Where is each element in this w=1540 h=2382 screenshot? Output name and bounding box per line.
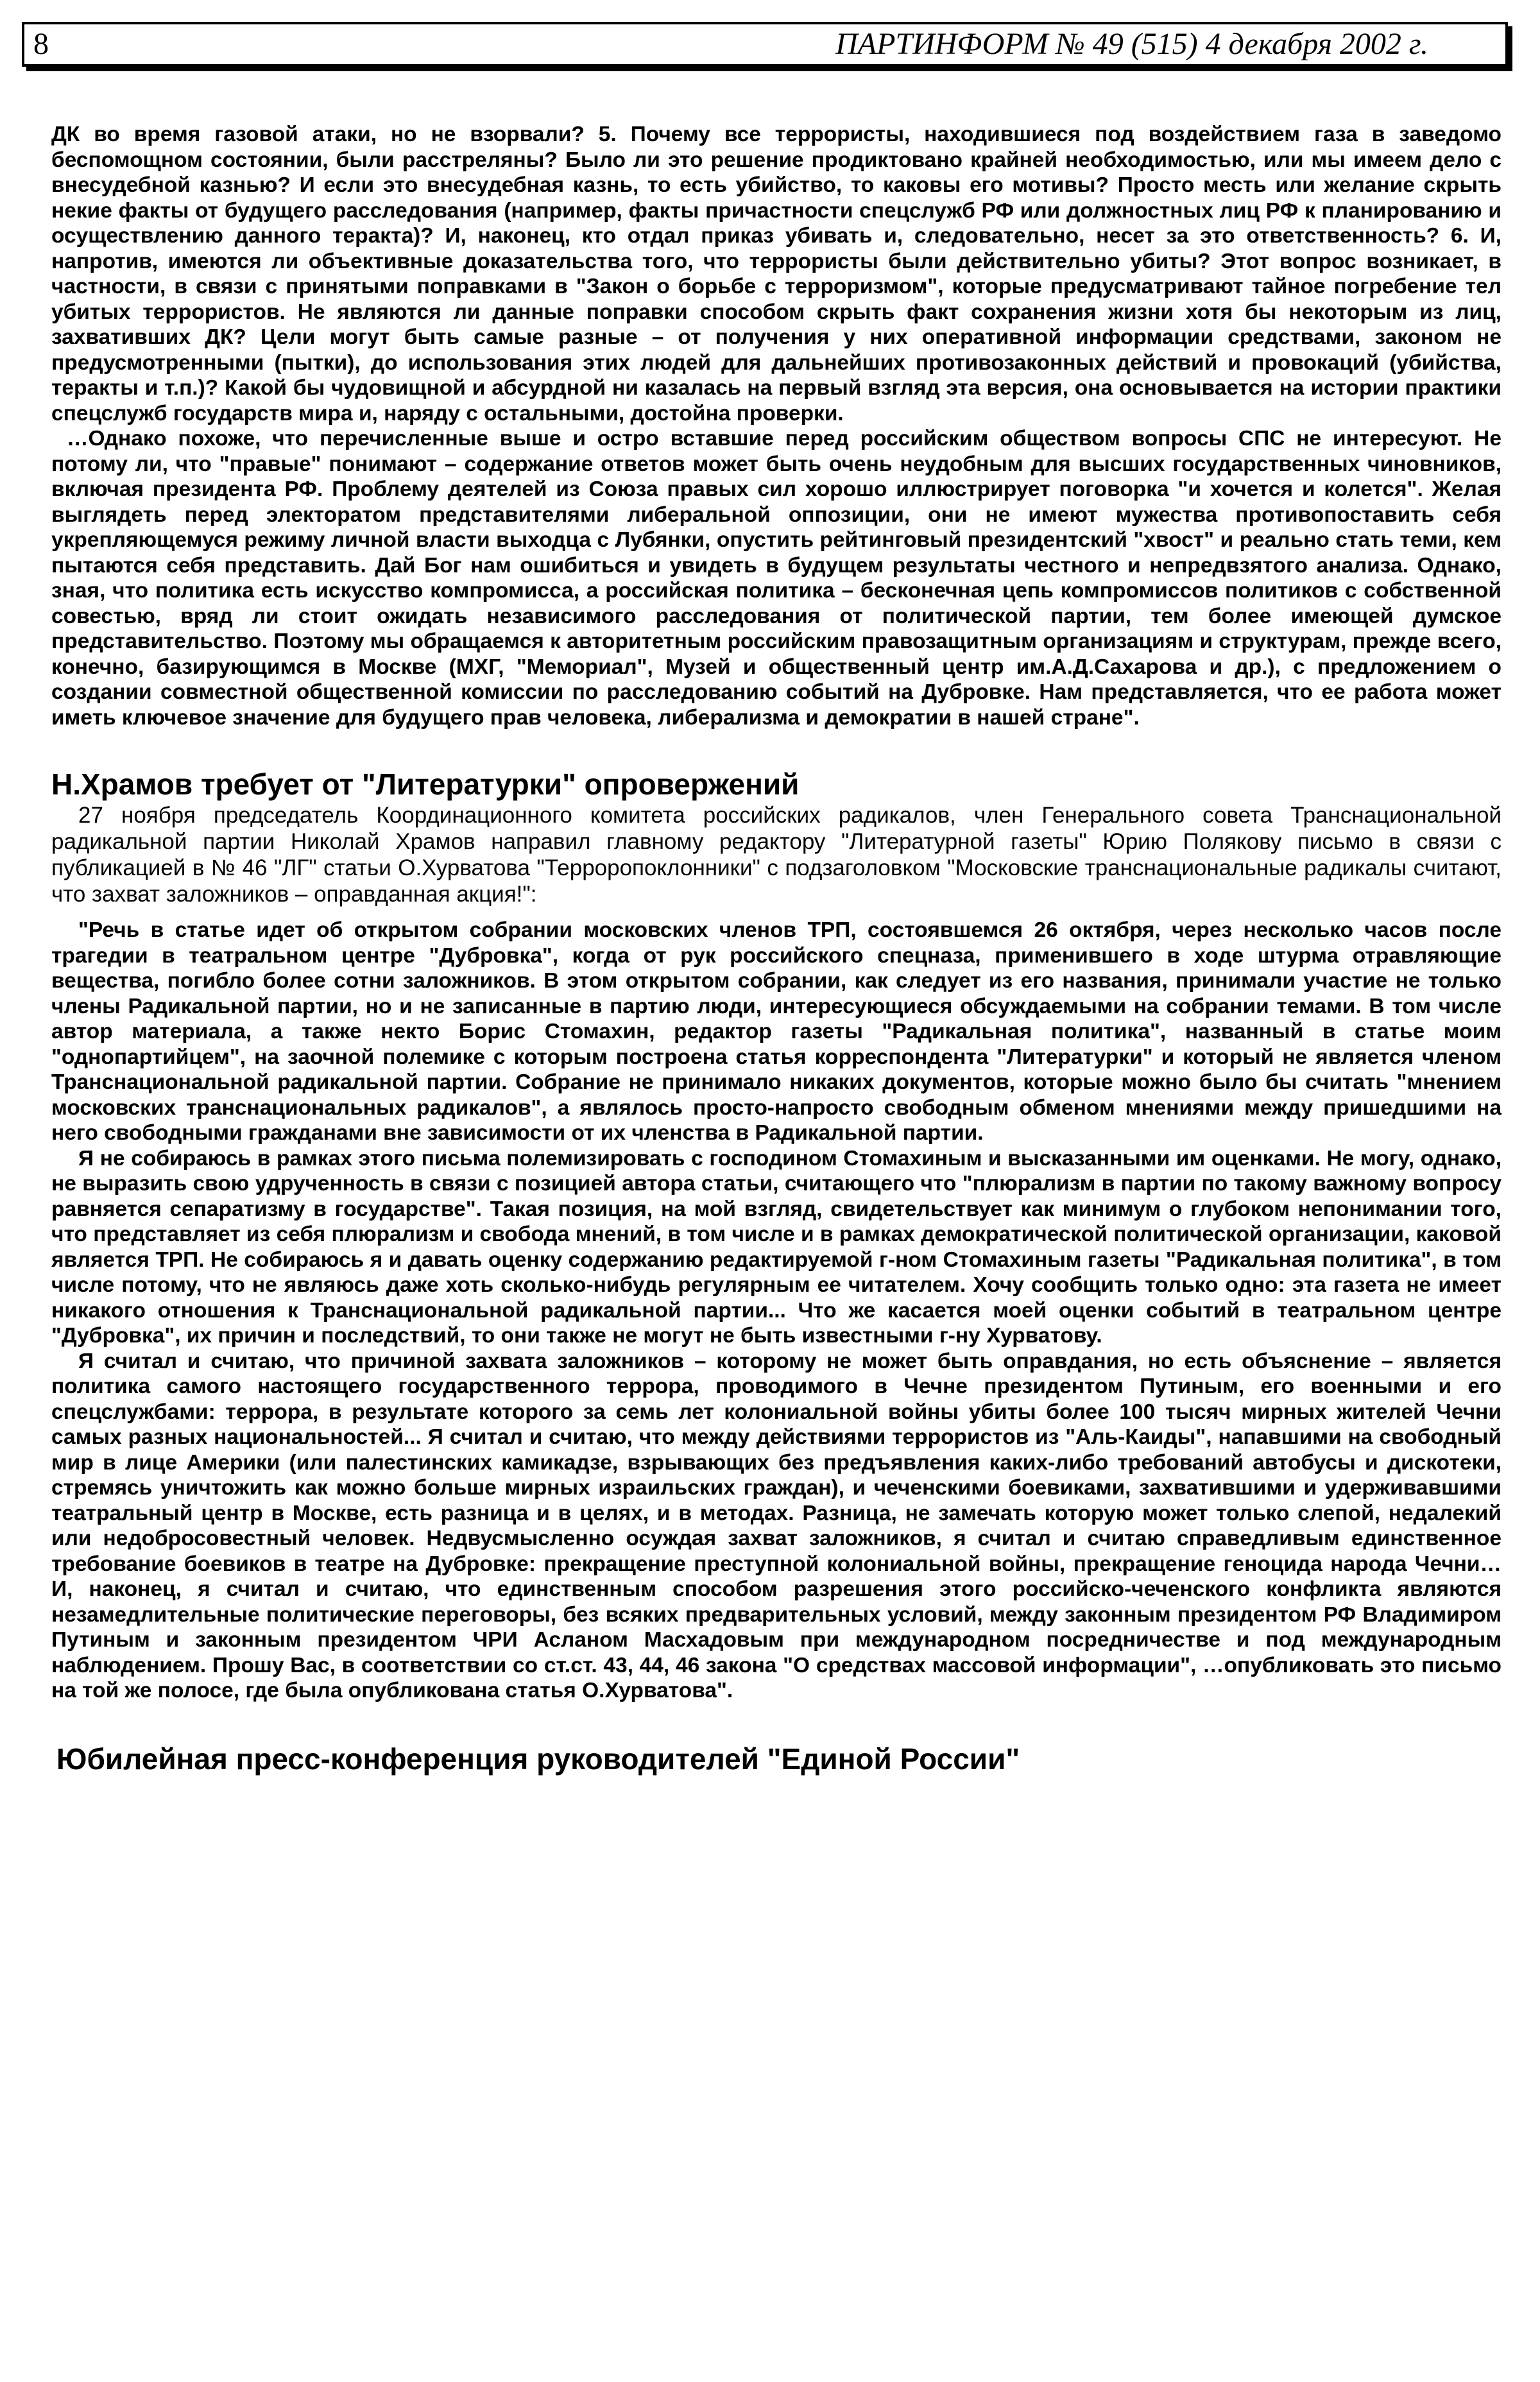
article1-paragraph-2: …Однако похоже, что перечисленные выше и остро вставшие перед российским обществом вопросы СПС не интересуют. Не потому ли, что "правые" понимают – содержание ответов может быть очень неудобным для высших государственных чиновников, включая президента РФ. Проблему деятелей из Союза правых сил хорошо иллюстрирует поговорка "и хочется и колется". Желая выглядеть перед электоратом представителями либеральной оппозиции, они не имеют мужества противопоставить себя укрепляющемуся режиму личной власти выходца с Лубянки, опустить рейтинговый президентский "хвост" и реально стать теми, кем пытаются себя представить. Дай Бог нам ошибиться и увидеть в будущем результаты честного и непредвзятого анализа. Однако, зная, что политика есть искусство компромисса, а российская политика – бесконечная цепь компромиссов политиков с собственной совестью, вряд ли стоит ожидать независимого расследования от политической партии, тем более имеющей думское представительство. Поэтому мы обращаемся к авторитетным российским правозащитным организациям и структурам, прежде всего, конечно, базирующимся в Москве (МХГ, "Мемориал", Музей и общественный центр им.А.Д.Сахарова и др.), с предложением о создании совместной общественной комиссии по расследованию событий на Дубровке. Нам представляется, что ее работа может иметь ключевое значение для будущего прав человека, либерализма и демократии в нашей стране". [51,427,1502,730]
article2-intro: 27 ноября председатель Координационного комитета российских радикалов, член Генерального совета Транснациональной радикальной партии Николай Храмов направил главному редактору "Литературной газеты" Юрию Полякову письмо в связи с публикацией в № 46 "ЛГ" статьи О.Хурватова "Терроропоклонники" с подзаголовком "Московские транснациональные радикалы считают, что захват заложников – оправданная акция!": [51,803,1502,907]
article2-paragraph-2: Я не собираюсь в рамках этого письма полемизировать с господином Стомахиным и высказанными им оценками. Не могу, однако, не выразить свою удрученность в связи с позицией автора статьи, считающего что "плюрализм в партии по такому важному вопросу равняется сепаратизму в государстве". Такая позиция, на мой взгляд, свидетельствует как минимум о глубоком непонимании того, что представляет из себя плюрализм и свобода мнений, в том числе и в рамках демократической политической организации, каковой является ТРП. Не собираюсь я и давать оценку содержанию редактируемой г-ном Стомахиным газеты "Радикальная политика", в том числе потому, что не являюсь даже хоть сколько-нибудь регулярным ее читателем. Хочу сообщить только одно: эта газета не имеет никакого отношения к Транснациональной радикальной партии... Что же касается моей оценки событий в театральном центре "Дубровка", их причин и последствий, то они также не могут не быть известными г-ну Хурватову. [51,1146,1502,1348]
page-header [22,22,1508,67]
article-khramov [51,766,1502,1704]
article2-heading: Н.Храмов требует от "Литературки" опровержений [51,767,800,801]
article1-paragraph-1: ДК во время газовой атаки, но не взорвали? 5. Почему все террористы, находившиеся под воздействием газа в заведомо беспомощном состоянии, были расстреляны? Было ли это решение продиктовано крайней необходимостью, или мы имеем дело с внесудебной казнью? И если это внесудебная казнь, то есть убийство, то каковы его мотивы? Просто месть или желание скрыть некие факты от будущего расследования (например, факты причастности спецслужб РФ или должностных лиц РФ к планированию и осуществлению данного теракта)? И, наконец, кто отдал приказ убивать и, следовательно, несет за это ответственность? 6. И, напротив, имеются ли объективные доказательства того, что террористы были действительно убиты? Этот вопрос возникает, в частности, в связи с принятыми поправками в "Закон о борьбе с терроризмом", которые предусматривают тайное погребение тел убитых террористов. Не являются ли данные поправки способом скрыть факт сохранения жизни хотя бы некоторым из лиц, захвативших ДК? Цели могут быть самые разные – от получения у них оперативной информации средствами, законом не предусмотренными (пытки), до использования этих людей для дальнейших противозаконных действий и провокаций (убийства, теракты и т.п.)? Какой бы чудовищной и абсурдной ни казалась на первый взгляд эта версия, она основывается на истории практики спецслужб государств мира и, наряду с остальными, достойна проверки. [51,123,1502,425]
article-united-russia [51,1741,1502,1777]
article3-heading: Юбилейная пресс-конференция руководителей "Единой России" [56,1742,1020,1776]
page-number: 8 [33,27,49,61]
page-content [51,122,1502,1777]
article2-paragraph-3: Я считал и считаю, что причиной захвата заложников – которому не может быть оправдания, но есть объяснение – является политика самого настоящего государственного террора, проводимого в Чечне президентом Путиным, его военными и его спецслужбами: террора, в результате которого за семь лет колониальной войны убиты более 100 тысяч мирных жителей Чечни самых разных национальностей... Я считал и считаю, что между действиями террористов из "Аль-Каиды", напавшими на свободный мир в лице Америки (или палестинских камикадзе, взрывающих без предъявления каких-либо требований автобусы и дискотеки, стремясь уничтожить как можно больше мирных израильских граждан), и чеченскими боевиками, захватившими и удерживавшими театральный центр в Москве, есть разница и в целях, и в методах. Разница, не замечать которую может только слепой, недалекий или недобросовестный человек. Недвусмысленно осуждая захват заложников, я считал и считаю справедливым единственное требование боевиков в театре на Дубровке: прекращение преступной колониальной войны, прекращение геноцида народа Чечни… И, наконец, я считал и считаю, что единственным способом разрешения этого российско-чеченского конфликта являются незамедлительные политические переговоры, без всяких предварительных условий, между законным президентом РФ Владимиром Путиным и законным президентом ЧРИ Асланом Масхадовым при международном посредничестве и под международным наблюдением. Прошу Вас, в соответствии со ст.ст. 43, 44, 46 закона "О средствах массовой информации", …опубликовать это письмо на той же полосе, где была опубликована статья О.Хурватова". [51,1349,1502,1702]
issue-info: ПАРТИНФОРМ № 49 (515) 4 декабря 2002 г. [835,27,1428,61]
article2-paragraph-1: "Речь в статье идет об открытом собрании московских членов ТРП, состоявшемся 26 октября, через несколько часов после трагедии в театральном центре "Дубровка", когда от рук российского спецназа, применившего в ходе штурма отравляющие вещества, погибло более сотни заложников. В этом открытом собрании, как следует из его названия, принимали участие не только члены Радикальной партии, но и не записанные в партию люди, интересующиеся обсуждаемыми на собрании темами. В том числе автор материала, а также некто Борис Стомахин, редактор газеты "Радикальная политика", названный в статье моим "однопартийцем", на заочной полемике с которым построена статья корреспондента "Литературки" и который не является членом Транснациональной радикальной партии. Собрание не принимало никаких документов, которые можно было бы считать "мнением московских транснациональных радикалов", а являлось просто-напросто свободным обменом мнениями между пришедшими на него свободными гражданами вне зависимости от их членства в Радикальной партии. [51,918,1502,1145]
article-continuation [51,122,1502,730]
